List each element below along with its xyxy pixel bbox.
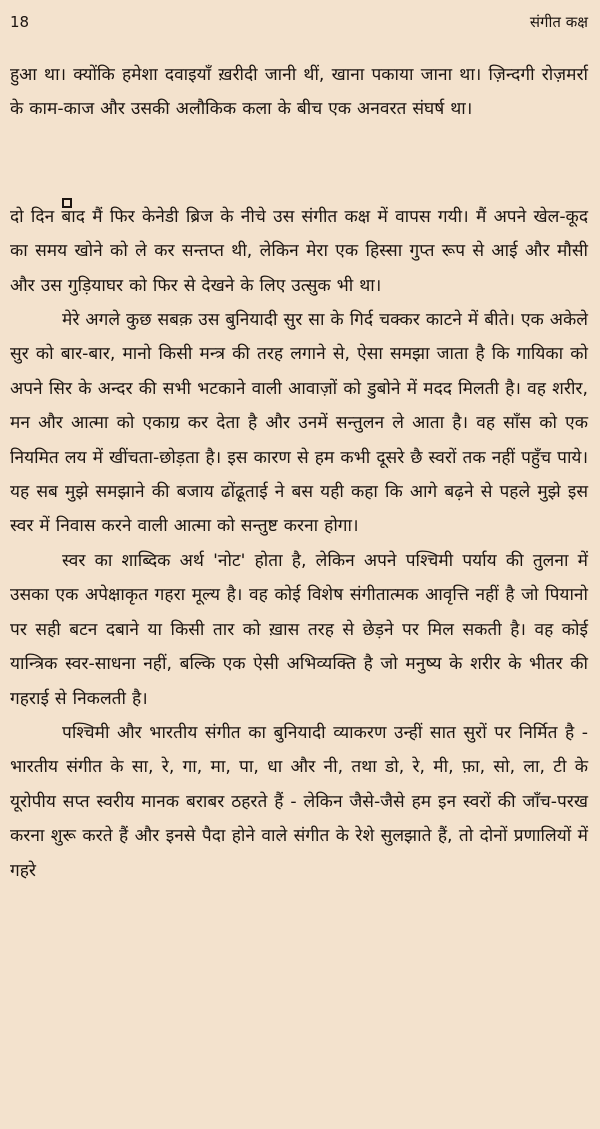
paragraph-3: मेरे अगले कुछ सबक़ उस बुनियादी सुर सा के गिर्द चक्कर काटने में बीते। एक अकेले सुर को बार-बार, मानो किसी मन्त्र की तरह लगाने से, ऐसा समझा जाता है कि गायिका को अपने सिर के अन्दर की सभी भटकाने वाली आवाज़ों को डुबोने में मदद मिलती है। वह शरीर, मन और आत्मा को एकाग्र कर देता है और उनमें सन्तुलन ले आता है। वह साँस को एक नियमित लय में खींचता-छोड़ता है। इस कारण से हम कभी दूसरे छै स्वरों तक नहीं पहुँच पाये। यह सब मुझे समझाने की बजाय ढोंढूताई ने बस यही कहा कि आगे बढ़ने से पहले मुझे इस स्वर में निवास करने वाली आत्मा को सन्तुष्ट करना होगा।	[10, 310, 588, 537]
chapter-title: संगीत कक्ष	[529, 13, 588, 31]
paragraph-4: स्वर का शाब्दिक अर्थ 'नोट' होता है, लेकिन अपने पश्चिमी पर्याय की तुलना में उसका एक अपेक्षाकृत गहरा मूल्य है। वह कोई विशेष संगीतात्मक आवृत्ति नहीं है जो पियानो पर सही बटन दबाने या किसी तार को ख़ास तरह से छेड़ने पर मिल सकती है। वह कोई यान्त्रिक स्वर-साधना नहीं, बल्कि एक ऐसी अभिव्यक्ति है जो मनुष्य के शरीर के भीतर की गहराई से निकलती है।	[10, 550, 588, 709]
running-header	[10, 10, 588, 34]
paragraph-1: हुआ था। क्योंकि हमेशा दवाइयाँ ख़रीदी जानी थीं, खाना पकाया जाना था। ज़िन्दगी रोज़मर्रा के काम-काज और उसकी अलौकिक कला के बीच एक अनवरत संघर्ष था।	[10, 65, 588, 120]
paragraph-5: पश्चिमी और भारतीय संगीत का बुनियादी व्याकरण उन्हीं सात सुरों पर निर्मित है - भारतीय संगीत के सा, रे, गा, मा, पा, धा और नी, तथा डो, रे, मी, फ़ा, सो, ला, टी के यूरोपीय सप्त स्वरीय मानक बराबर ठहरते हैं - लेकिन जैसे-जैसे हम इन स्वरों की जाँच-परख करना शुरू करते हैं और इनसे पैदा होने वाले संगीत के रेशे सुलझाते हैं, तो दोनों प्रणालियों में गहरे	[10, 722, 588, 881]
body-text	[10, 58, 588, 888]
section-break	[10, 127, 588, 200]
paragraph-2: दो दिन बाद मैं फिर केनेडी ब्रिज के नीचे उस संगीत कक्ष में वापस गयी। मैं अपने खेल-कूद का समय खोने को ले कर सन्तप्त थी, लेकिन मेरा एक हिस्सा गुप्त रूप से आई और मौसी और उस गुड़ियाघर को फिर से देखने के लिए उत्सुक भी था।	[10, 206, 588, 296]
page-number: 18	[10, 13, 30, 31]
